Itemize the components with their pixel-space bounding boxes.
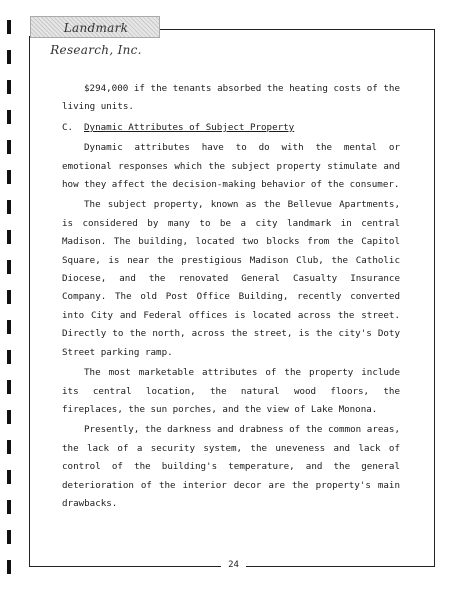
paragraph: The most marketable attributes of the property include its central location, the natural wood floors, the fireplaces, the sun porches, and the view of Lake Monona. — [62, 367, 400, 415]
logo-text: Landmark Research, Inc. — [50, 21, 142, 57]
binder-mark — [7, 140, 11, 154]
binder-mark — [7, 560, 11, 574]
binder-mark — [7, 530, 11, 544]
paragraph: Presently, the darkness and drabness of the common areas, the lack of a security system, the uneveness and lack of control of the building's temperature, and the general deterioration of the interior decor are the property's main drawbacks. — [62, 424, 400, 509]
binder-holes — [7, 20, 11, 595]
binder-mark — [7, 440, 11, 454]
binder-mark — [7, 260, 11, 274]
paragraph: The subject property, known as the Bellevue Apartments, is considered by many to be a city landmark in central Madison. The building, located two blocks from the Capitol Square, is near the prestigious Madison Club, the Catholic Diocese, and the renovated General Casualty Insurance Company. The old Post Office Building, recently converted into City and Federal offices is located across the street. Directly to the north, across the street, is the city's Doty Street parking ramp. — [62, 199, 400, 358]
binder-mark — [7, 170, 11, 184]
binder-mark — [7, 320, 11, 334]
section-letter: C. — [62, 121, 74, 133]
binder-mark — [7, 290, 11, 304]
frame-top-border — [160, 29, 435, 30]
binder-mark — [7, 50, 11, 64]
binder-mark — [7, 20, 11, 34]
body-text — [62, 80, 400, 513]
binder-mark — [7, 470, 11, 484]
binder-mark — [7, 500, 11, 514]
section-heading — [62, 117, 400, 139]
paragraph: Dynamic attributes have to do with the mental or emotional responses which the subject property stimulate and how they affect the decision-making behavior of the consumer. — [62, 142, 400, 191]
binder-mark — [7, 230, 11, 244]
binder-mark — [7, 110, 11, 124]
company-logo — [30, 16, 160, 57]
continuation-paragraph: $294,000 if the tenants absorbed the heating costs of the living units. — [62, 83, 400, 113]
binder-mark — [7, 80, 11, 94]
page-number: 24 — [228, 560, 239, 570]
binder-mark — [7, 380, 11, 394]
binder-mark — [7, 200, 11, 214]
binder-mark — [7, 410, 11, 424]
frame-bottom-border — [246, 566, 435, 567]
frame-bottom-border — [29, 566, 221, 567]
frame-left-border — [29, 36, 30, 566]
frame-right-border — [434, 29, 435, 566]
binder-mark — [7, 350, 11, 364]
section-title: Dynamic Attributes of Subject Property — [84, 121, 295, 133]
